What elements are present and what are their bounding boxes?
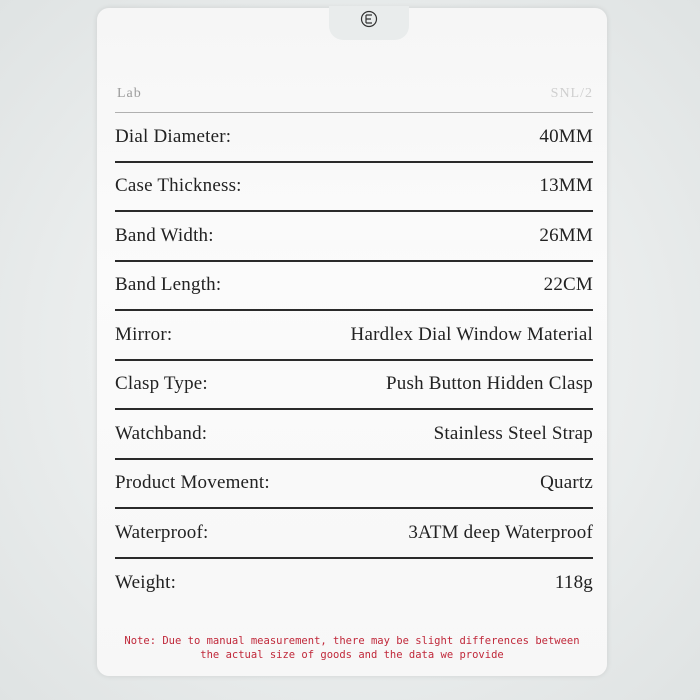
spec-row-case-thickness: [115, 163, 593, 213]
spec-label: Waterproof:: [115, 521, 209, 543]
spec-label: Case Thickness:: [115, 175, 242, 197]
spec-row-waterproof: [115, 509, 593, 559]
measurement-note: [107, 634, 597, 662]
header-faint-right: SNL/2: [550, 86, 593, 101]
spec-value: 22CM: [543, 274, 593, 296]
spec-value: Push Button Hidden Clasp: [386, 373, 593, 395]
spec-value: 13MM: [539, 175, 593, 197]
spec-row-band-length: [115, 262, 593, 312]
spec-label: Watchband:: [115, 422, 208, 444]
spec-value: 26MM: [539, 224, 593, 246]
spec-row-dial-diameter: [115, 113, 593, 163]
spec-row-weight: [115, 559, 593, 609]
spec-card: [97, 8, 607, 676]
spec-value: 40MM: [539, 125, 593, 147]
spec-label: Dial Diameter:: [115, 125, 232, 147]
note-line-2: the actual size of goods and the data we provide: [200, 649, 504, 661]
brand-logo: [347, 10, 391, 40]
spec-row-band-width: [115, 212, 593, 262]
spec-label: Product Movement:: [115, 472, 270, 494]
spec-value: Hardlex Dial Window Material: [350, 323, 593, 345]
brand-emblem-icon: [360, 10, 378, 28]
spec-label: Mirror:: [115, 323, 173, 345]
spec-row-mirror: [115, 311, 593, 361]
spec-row-watchband: [115, 410, 593, 460]
note-line-1: Note: Due to manual measurement, there may be slight differences between: [124, 635, 580, 647]
spec-label: Weight:: [115, 572, 177, 594]
spec-value: Quartz: [540, 472, 593, 494]
spec-row-clasp-type: [115, 361, 593, 411]
spec-label: Band Length:: [115, 274, 222, 296]
spec-table: [115, 113, 593, 608]
spec-value: 3ATM deep Waterproof: [408, 521, 593, 543]
spec-label: Band Width:: [115, 224, 214, 246]
spec-label: Clasp Type:: [115, 373, 208, 395]
header-faint-left: Lab: [117, 86, 142, 101]
spec-value: Stainless Steel Strap: [433, 422, 593, 444]
spec-value: 118g: [554, 572, 593, 594]
spec-row-product-movement: [115, 460, 593, 510]
